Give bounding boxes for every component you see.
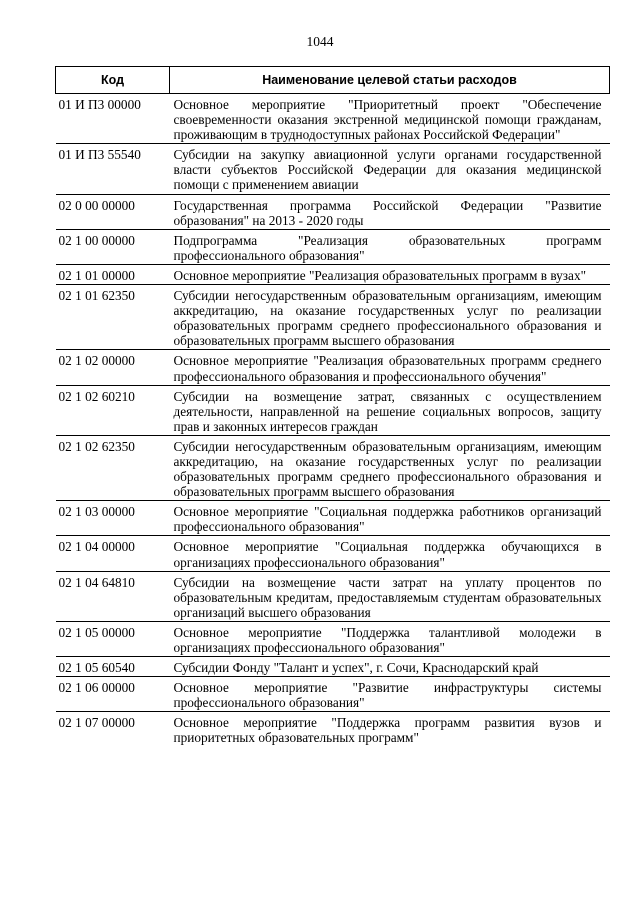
row-name: Государственная программа Российской Федерации "Развитие образования" на 2013 - 2020 годы bbox=[170, 194, 610, 229]
table-row bbox=[56, 350, 610, 385]
row-name: Субсидии на возмещение части затрат на уплату процентов по образовательным кредитам, предоставляемым студентам образовательных организаций высшего образования bbox=[170, 571, 610, 621]
row-name: Субсидии негосударственным образовательным организациям, имеющим аккредитацию, на оказание государственных услуг по реализации образовательных программ среднего профессионального образования и образовательных программ высшего образования bbox=[170, 285, 610, 350]
row-name: Субсидии на закупку авиационной услуги органами государственной власти субъектов Российской Федерации для оказания медицинской помощи с применением авиации bbox=[170, 144, 610, 194]
row-name: Основное мероприятие "Поддержка талантливой молодежи в организациях профессионального образования" bbox=[170, 621, 610, 656]
row-name: Основное мероприятие "Социальная поддержка работников организаций профессионального образования" bbox=[170, 501, 610, 536]
row-name: Субсидии Фонду "Талант и успех", г. Сочи, Краснодарский край bbox=[170, 657, 610, 677]
table-row bbox=[56, 712, 610, 747]
table-row bbox=[56, 435, 610, 500]
row-name: Основное мероприятие "Реализация образовательных программ среднего профессионального образования и профессионального обучения" bbox=[170, 350, 610, 385]
table-row bbox=[56, 94, 610, 144]
row-code: 02 1 04 64810 bbox=[56, 571, 170, 621]
column-header-code: Код bbox=[56, 67, 170, 94]
row-code: 02 1 04 00000 bbox=[56, 536, 170, 571]
page-number: 1044 bbox=[306, 34, 334, 49]
row-code: 01 И П3 00000 bbox=[56, 94, 170, 144]
table-row bbox=[56, 657, 610, 677]
row-code: 01 И П3 55540 bbox=[56, 144, 170, 194]
row-code: 02 1 00 00000 bbox=[56, 229, 170, 264]
row-code: 02 1 06 00000 bbox=[56, 677, 170, 712]
row-code: 02 1 05 60540 bbox=[56, 657, 170, 677]
row-name: Основное мероприятие "Поддержка программ развития вузов и приоритетных образовательных программ" bbox=[173, 715, 602, 746]
table-row bbox=[56, 571, 610, 621]
table-row bbox=[56, 194, 610, 229]
row-code: 02 1 01 00000 bbox=[56, 264, 170, 284]
row-code: 02 0 00 00000 bbox=[56, 194, 170, 229]
table-header-row bbox=[56, 67, 610, 94]
row-code: 02 1 03 00000 bbox=[56, 501, 170, 536]
row-name: Субсидии на возмещение затрат, связанных с осуществлением деятельности, направленной на решение социальных вопросов, защиту прав и законных интересов граждан bbox=[170, 385, 610, 435]
table-row bbox=[56, 264, 610, 284]
table-row bbox=[56, 285, 610, 350]
row-code: 02 1 01 62350 bbox=[56, 285, 170, 350]
column-header-name: Наименование целевой статьи расходов bbox=[170, 67, 610, 94]
target-expense-items-table bbox=[55, 66, 610, 747]
table-row bbox=[56, 536, 610, 571]
row-code: 02 1 05 00000 bbox=[56, 621, 170, 656]
table-row bbox=[56, 229, 610, 264]
row-code: 02 1 02 00000 bbox=[56, 350, 170, 385]
table-row bbox=[56, 501, 610, 536]
row-name: Основное мероприятие "Реализация образовательных программ в вузах" bbox=[170, 264, 610, 284]
row-code: 02 1 02 62350 bbox=[56, 435, 170, 500]
table-row bbox=[56, 677, 610, 712]
row-code: 02 1 02 60210 bbox=[56, 385, 170, 435]
row-name: Подпрограмма "Реализация образовательных программ профессионального образования" bbox=[170, 229, 610, 264]
row-code: 02 1 07 00000 bbox=[58, 715, 135, 731]
table-row bbox=[56, 621, 610, 656]
table-row bbox=[56, 385, 610, 435]
table-row bbox=[56, 144, 610, 194]
row-name: Основное мероприятие "Социальная поддержка обучающихся в организациях профессионального образования" bbox=[170, 536, 610, 571]
row-name: Основное мероприятие "Приоритетный проект "Обеспечение своевременности оказания экстренной медицинской помощи гражданам, проживающим в труднодоступных районах Российской Федерации" bbox=[170, 94, 610, 144]
row-name: Субсидии негосударственным образовательным организациям, имеющим аккредитацию, на оказание государственных услуг по реализации образовательных программ среднего профессионального образования и образовательных программ высшего образования bbox=[170, 435, 610, 500]
row-name: Основное мероприятие "Развитие инфраструктуры системы профессионального образования" bbox=[170, 677, 610, 712]
